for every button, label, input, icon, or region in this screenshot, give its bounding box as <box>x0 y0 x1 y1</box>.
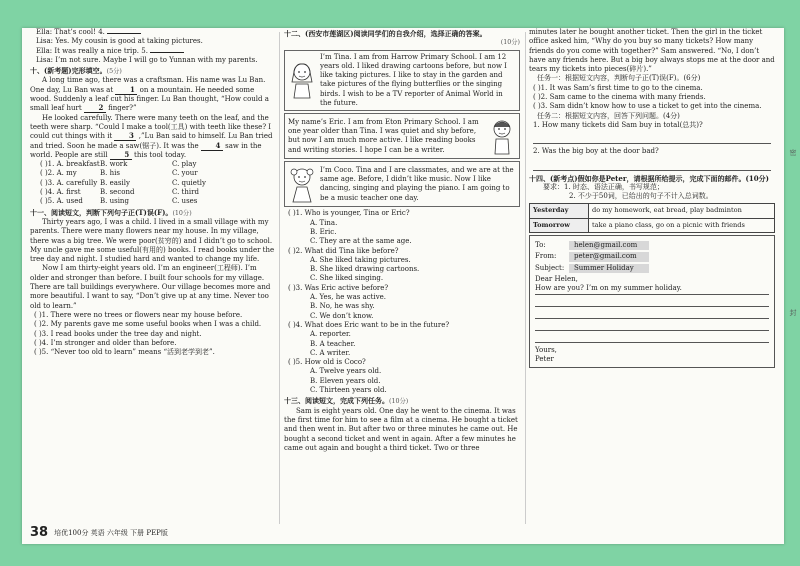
column-divider <box>525 32 526 524</box>
footer-text: 培优100分 英语 六年级 下册 PEP版 <box>54 528 168 537</box>
mcq-option[interactable]: A. Tina. <box>310 218 338 227</box>
tf-question[interactable]: ( )5. “Never too old to learn” means “活到老学到老”. <box>34 348 215 357</box>
right-column <box>529 28 775 368</box>
mcq-question[interactable]: ( )2. What did Tina like before? <box>288 246 399 255</box>
task-title: 任务一：根据短文内容，判断句子正(T)误(F)。(6分) <box>537 74 701 83</box>
section-title: 十二、(西安市莲湖区)阅读同学们的自我介绍，选择正确的答案。 <box>284 29 487 38</box>
mcq-option[interactable]: C. She liked singing. <box>310 274 384 283</box>
girl-illustration-icon <box>288 60 316 100</box>
email-greeting: Dear Helen, <box>535 274 578 283</box>
section-title: 十四、(新考点)假如你是Peter，请根据所给提示，完成下面的邮件。(10分) <box>529 173 769 183</box>
requirement: 要求：1. 时态、语法正确，书写规范； <box>543 182 664 191</box>
mcq-option[interactable]: A. Yes, he was active. <box>310 293 387 302</box>
email-from-field[interactable]: peter@gmail.com <box>569 252 649 261</box>
section-score: (10分) <box>500 39 520 47</box>
tf-question[interactable]: ( )2. My parents gave me some useful books when I was a child. <box>34 320 262 329</box>
section-title: 十、(新考题)完形填空。 <box>30 66 107 76</box>
mcq-question[interactable]: ( )3. Was Eric active before? <box>288 283 389 292</box>
page-footer <box>30 525 168 540</box>
mcq-option[interactable]: C. They are at the same age. <box>310 237 412 246</box>
mcq-option[interactable]: C. We don’t know. <box>310 311 374 320</box>
dialog-line: Lisa: Yes. My cousin is good at taking pictures. <box>36 37 203 46</box>
intro-text: I’m Tina. I am from Harrow Primary School. I am 12 years old. I liked drawing cartoons before, but now I like taking pictures. I like to stay in the garden and take pictures of the flying butterflies or the singing birds. I wish to be a TV reporter of Animal World in the future. <box>320 52 507 108</box>
margin-label: 封 <box>789 309 797 317</box>
cloze-options: ( )1. A. breakfast B. work C. play ( )2. A. my B. his C. your ( )3. A. carefully B. easily C. quietly ( )4. A. first B. second C. third ( )5. A. used B. using C. uses <box>40 160 206 206</box>
tf-question[interactable]: ( )1. It was Sam’s first time to go to the cinema. <box>533 83 703 92</box>
mcq-question[interactable]: ( )5. How old is Coco? <box>288 358 366 367</box>
mcq-question[interactable]: ( )4. What does Eric want to be in the future? <box>288 320 450 329</box>
open-question: 1. How many tickets did Sam buy in total(总共)? <box>533 120 703 129</box>
hint-table: Yesterday do my homework, eat bread, play badminton Tomorrow take a piano class, go on a picnic with friends <box>529 203 775 233</box>
tf-question[interactable]: ( )3. Sam didn’t know how to use a ticket to get into the cinema. <box>533 102 762 111</box>
mcq-option[interactable]: A. She liked taking pictures. <box>310 255 411 264</box>
mcq-option[interactable]: B. Eric. <box>310 227 337 236</box>
email-first-line: How are you? I’m on my summer holiday. <box>535 284 769 294</box>
intro-card-tina <box>284 50 520 112</box>
mcq-list <box>284 209 520 453</box>
mcq-question[interactable]: ( )1. Who is younger, Tina or Eric? <box>288 209 410 218</box>
reading-passage: Sam is eight years old. One day he went to the cinema. It was the first time for him to see a film at a cinema. He bought a ticket and then went in. But after two or three minutes he came out. He bought a second ticket and went in again. After a few minutes he came out again and bought a third ticket. Two or three <box>284 406 518 452</box>
answer-blank[interactable] <box>150 52 184 53</box>
email-signature: Peter <box>535 354 554 363</box>
task-title: 任务二：根据短文内容，回答下列问题。(4分) <box>537 111 680 120</box>
email-closing: Yours, <box>535 345 557 354</box>
left-column <box>30 28 276 357</box>
dialog-line: Lisa: I’m not sure. Maybe I will go to Yunnan with my parents. <box>36 55 258 64</box>
answer-line[interactable] <box>533 159 771 171</box>
open-question: 2. Was the big boy at the door bad? <box>533 147 659 156</box>
worksheet-page <box>22 28 797 544</box>
mcq-option[interactable]: B. She liked drawing cartoons. <box>310 265 420 274</box>
mcq-option[interactable]: B. A teacher. <box>310 339 356 348</box>
dialog-line: Ella: That’s cool! <box>36 28 96 36</box>
boy-illustration-icon <box>488 116 516 156</box>
writing-line[interactable] <box>535 307 769 319</box>
page-number: 38 <box>30 525 49 540</box>
intro-text: I’m Coco. Tina and I are classmates, and we are at the same age. Before, I didn’t like music. Now I like dancing, singing and playing the piano. I am going to be a music teacher one day. <box>320 165 514 202</box>
mcq-option[interactable]: C. A writer. <box>310 348 351 357</box>
mcq-option[interactable]: B. Eleven years old. <box>310 376 381 385</box>
answer-blank[interactable] <box>107 33 141 34</box>
writing-line[interactable] <box>535 331 769 343</box>
intro-text: My name’s Eric. I am from Eton Primary School. I am one year older than Tina. I was quiet and shy before, but now I am much more active. I like reading books and writing stories. I hope I can be a writer. <box>288 117 479 154</box>
girl-illustration-icon <box>288 164 316 204</box>
reading-passage: Now I am thirty-eight years old. I’m an engineer(工程师). I’m older and stronger than before. I built four schools for my village. There are tall buildings everywhere. Our village becomes more and more beautiful. I want to say, “Don’t give up at any time. Never too old to learn.” <box>30 264 271 310</box>
reading-passage: Thirty years ago, I was a child. I lived in a small village with my parents. There were many flowers near my house. In my village, there was a big tree. We were poor(贫穷的) and I didn’t go to school. My uncle gave me some useful(有用的) books. I read books under the tree day and night. I studied hard and wanted to change my life. <box>30 217 275 264</box>
requirement: 2. 不少于50词，已给出的句子不计入总词数。 <box>569 192 713 201</box>
email-to-field[interactable]: helen@gmail.com <box>569 241 649 250</box>
cloze-passage: He looked carefully. There were many teeth on the leaf, and the teeth were sharp. “Could I make a tool(工具) with teeth like these? I could cut things with it 3 ,”Lu Ban said to himself. Lu Ban tried and tried. Soon he made a saw(锯子). It was the 4 saw in the world. People are still 5 this tool today. <box>30 113 273 159</box>
mcq-option[interactable]: C. Thirteen years old. <box>310 386 387 395</box>
email-form: To: helen@gmail.com From: peter@gmail.com Subject: Summer Holiday Dear Helen, How are you? I’m on my summer holiday. Yours, Peter <box>529 235 775 368</box>
tf-question[interactable]: ( )2. Sam came to the cinema with many friends. <box>533 93 706 102</box>
section-score: (10分) <box>172 209 192 217</box>
section-title: 十三、阅读短文，完成下列任务。 <box>284 396 389 406</box>
section-title: 十一、阅读短文，判断下列句子正(T)误(F)。 <box>30 207 173 217</box>
intro-card-coco <box>284 161 520 207</box>
dialog-line: Ella: It was really a nice trip. <box>36 46 139 55</box>
section-score: (5分) <box>106 68 122 76</box>
tf-question[interactable]: ( )3. I read books under the tree day and night. <box>34 329 202 338</box>
blank-number: 4. <box>98 28 105 36</box>
writing-line[interactable] <box>535 295 769 307</box>
tf-question[interactable]: ( )1. There were no trees or flowers near my house before. <box>34 310 243 319</box>
reading-passage: minutes later he bought another ticket. Then the girl in the ticket office asked him, “Why do you buy so many tickets? How many friends do you come with together?” Sam answered. “No, I don’t have any friends here. But a big boy always stops me at the door and tears my tickets into pieces(碎片).” <box>529 28 775 74</box>
column-divider <box>279 32 280 524</box>
middle-column <box>284 28 520 453</box>
mcq-option[interactable]: A. reporter. <box>310 330 351 339</box>
intro-card-eric <box>284 113 520 159</box>
cloze-passage: A long time ago, there was a craftsman. His name was Lu Ban. One day, Lu Ban was at 1 on a mountain. He needed some wood. Suddenly a leaf cut his finger. Lu Ban thought, “How could a small leaf hurt 2 finger?” <box>30 76 269 113</box>
answer-line[interactable] <box>533 132 771 144</box>
writing-line[interactable] <box>535 319 769 331</box>
email-subject-field[interactable]: Summer Holiday <box>569 264 649 273</box>
mcq-option[interactable]: B. No, he was shy. <box>310 302 375 311</box>
section-score: (10分) <box>389 398 409 406</box>
tf-question[interactable]: ( )4. I’m stronger and older than before. <box>34 338 177 347</box>
blank-number: 5. <box>141 46 148 55</box>
mcq-option[interactable]: A. Twelve years old. <box>310 367 382 376</box>
margin-label: 密 <box>789 149 797 157</box>
